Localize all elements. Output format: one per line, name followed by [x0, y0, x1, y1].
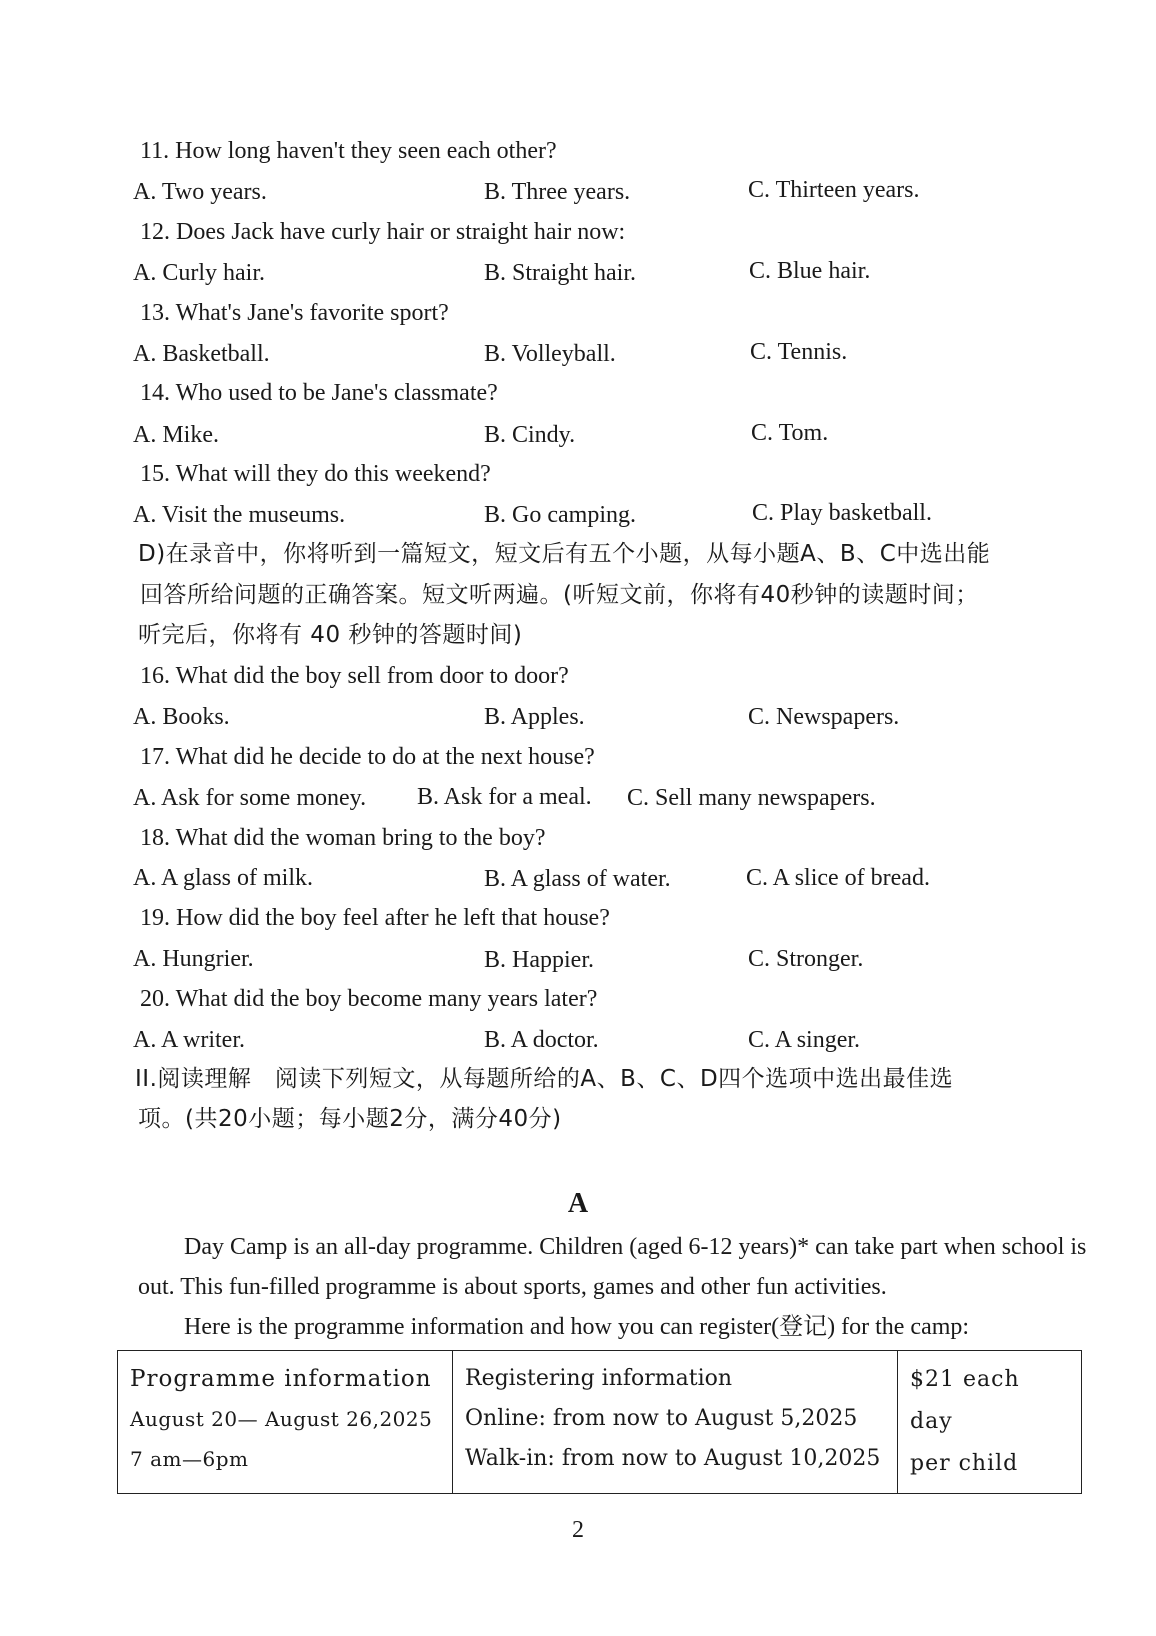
option-15b: B. Go camping. — [484, 502, 636, 528]
section-d-line-2: 回答所给问题的正确答案。短文听两遍。(听短文前，你将有40秒钟的读题时间； — [140, 582, 979, 608]
option-11b: B. Three years. — [484, 179, 631, 205]
option-12a: A. Curly hair. — [133, 260, 265, 286]
option-20c: C. A singer. — [748, 1027, 861, 1053]
question-13: 13. What's Jane's favorite sport? — [140, 300, 449, 326]
passage-title: A — [567, 1188, 589, 1219]
section-ii-line-2: 项。(共20小题；每小题2分，满分40分) — [138, 1106, 562, 1132]
section-ii-line-1: II.阅读理解 阅读下列短文，从每题所给的A、B、C、D四个选项中选出最佳选 — [135, 1066, 954, 1092]
programme-info-title: Programme information — [130, 1366, 432, 1392]
option-17c: C. Sell many newspapers. — [627, 785, 876, 811]
question-17: 17. What did he decide to do at the next house? — [140, 744, 595, 770]
option-15c: C. Play basketball. — [752, 500, 932, 526]
option-14a: A. Mike. — [133, 422, 219, 448]
registering-info-title: Registering information — [465, 1366, 733, 1391]
option-14c: C. Tom. — [751, 420, 829, 446]
question-16: 16. What did the boy sell from door to door? — [140, 663, 569, 689]
programme-info-cell — [118, 1351, 453, 1494]
section-d-line-1: D)在录音中，你将听到一篇短文，短文后有五个小题，从每小题A、B、C中选出能 — [138, 541, 991, 567]
option-16c: C. Newspapers. — [748, 704, 900, 730]
page-number: 2 — [572, 1517, 584, 1543]
question-18: 18. What did the woman bring to the boy? — [140, 825, 546, 851]
table-row — [118, 1351, 1082, 1494]
price-cell — [898, 1351, 1082, 1494]
programme-table — [117, 1350, 1082, 1494]
section-d-line-3: 听完后，你将有 40 秒钟的答题时间) — [138, 622, 523, 648]
question-19: 19. How did the boy feel after he left that house? — [140, 905, 610, 931]
programme-hours: 7 am—6pm — [130, 1447, 249, 1471]
option-13b: B. Volleyball. — [484, 341, 616, 367]
question-20: 20. What did the boy become many years later? — [140, 986, 598, 1012]
question-14: 14. Who used to be Jane's classmate? — [140, 380, 498, 406]
price-line-1: $21 each day — [910, 1367, 1020, 1434]
option-19b: B. Happier. — [484, 947, 594, 973]
option-19c: C. Stronger. — [748, 946, 864, 972]
registering-info-cell — [453, 1351, 898, 1494]
question-15: 15. What will they do this weekend? — [140, 461, 491, 487]
registering-walk-in: Walk-in: from now to August 10,2025 — [465, 1446, 881, 1471]
question-11: 11. How long haven't they seen each other? — [140, 138, 557, 164]
registering-online: Online: from now to August 5,2025 — [465, 1406, 858, 1431]
option-13c: C. Tennis. — [750, 339, 848, 365]
option-17b: B. Ask for a meal. — [417, 784, 592, 810]
option-16b: B. Apples. — [484, 704, 585, 730]
option-11c: C. Thirteen years. — [748, 177, 920, 203]
option-14b: B. Cindy. — [484, 422, 576, 448]
option-17a: A. Ask for some money. — [133, 785, 367, 811]
programme-dates: August 20— August 26,2025 — [130, 1407, 433, 1431]
question-12: 12. Does Jack have curly hair or straight hair now: — [140, 219, 626, 245]
option-18c: C. A slice of bread. — [746, 865, 930, 891]
option-20a: A. A writer. — [133, 1027, 245, 1053]
option-18a: A. A glass of milk. — [133, 865, 314, 891]
price-line-2: per child — [910, 1451, 1019, 1476]
option-12c: C. Blue hair. — [749, 258, 871, 284]
option-12b: B. Straight hair. — [484, 260, 636, 286]
option-16a: A. Books. — [133, 704, 230, 730]
option-11a: A. Two years. — [133, 179, 267, 205]
option-13a: A. Basketball. — [133, 341, 270, 367]
passage-paragraph-2: Here is the programme information and how you can register(登记) for the camp: — [184, 1314, 970, 1340]
option-15a: A. Visit the museums. — [133, 502, 346, 528]
option-20b: B. A doctor. — [484, 1027, 599, 1053]
passage-paragraph-1: Day Camp is an all-day programme. Children (aged 6-12 years)* can take part when school is out. This fun-filled programme is about sports, games and other fun activities. — [138, 1234, 1087, 1300]
option-18b: B. A glass of water. — [484, 866, 671, 892]
option-19a: A. Hungrier. — [133, 946, 254, 972]
